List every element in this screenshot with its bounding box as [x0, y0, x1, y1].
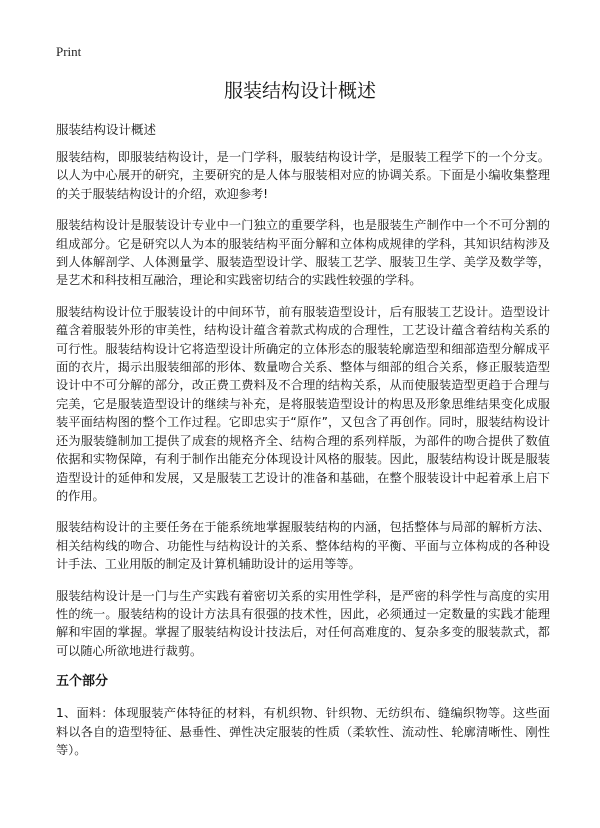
paragraph-fabric: 1、面料：体现服装产体特征的材料，有机织物、针织物、无纺织布、缝编织物等。这些面料以各自的造型特征、悬垂性、弹性决定服装的性质（柔软性、流动性、轮廓清晰性、刚性等）。 — [56, 706, 550, 757]
paragraph-practice: 服装结构设计是一门与生产实践有着密切关系的实用性学科，是严密的科学性与高度的实用性的统一。服装结构的设计方法具有很强的技术性，因此，必须通过一定数量的实践才能理解和牢固的掌握。掌握了服装结构设计技法后，对任何高难度的、复杂多变的服装款式，都可以随心所欲地进行裁剪。 — [56, 588, 550, 658]
paragraph-discipline: 服装结构设计是服装设计专业中一门独立的重要学科，也是服装生产制作中一个不可分割的组成部分。它是研究以人为本的服装结构平面分解和立体构成规律的学科，其知识结构涉及到人体解剖学、人体测量学、服装造型设计学、服装工艺学、服装卫生学、美学及数学等，是艺术和科技相互融洽，理论和实践密切结合的实践性较强的学科。 — [56, 218, 550, 288]
paragraph-intro: 服装结构，即服装结构设计，是一门学科，服装结构设计学，是服装工程学下的一个分支。以人为中心展开的研究，主要研究的是人体与服装相对应的协调关系。下面是小编收集整理的关于服装结构设计的介绍，欢迎参考! — [56, 150, 550, 201]
article-subtitle: 服装结构设计概述 — [56, 122, 157, 137]
section-heading: 五个部分 — [56, 674, 109, 690]
article-body — [56, 148, 550, 772]
paragraph-role: 服装结构设计位于服装设计的中间环节，前有服装造型设计，后有服装工艺设计。造型设计蕴含着服装外形的审美性，结构设计蕴含着款式构成的合理性，工艺设计蕴含着结构关系的可行性。服装结构设计它将造型设计所确定的立体形态的服装轮廓造型和细部造型分解成平面的衣片，揭示出服装细部的形体、数量吻合关系、整体与细部的组合关系，修正服装造型设计中不可分解的部分，改正费工费料及不合理的结构关系，从而使服装造型更趋于合理与完美，它是服装造型设计的继续与补充，是将服装造型设计的构思及形象思维结果变化成服装平面结构图的整个工作过程。它即忠实于“原作”，又包含了再创作。同时，服装结构设计还为服装缝制加工提供了成套的规格齐全、结构合理的系列样版，为部件的吻合提供了数值依据和实物保障，有利于制作出能充分体现设计风格的服装。因此，服装结构设计既是服装造型设计的延伸和发展，又是服装工艺设计的准备和基础，在整个服装设计中起着承上启下的作用。 — [56, 304, 550, 503]
page-title: 服装结构设计概述 — [223, 80, 376, 102]
paragraph-tasks: 服装结构设计的主要任务在于能系统地掌握服装结构的内涵，包括整体与局部的解析方法、相关结构线的吻合、功能性与结构设计的关系、整体结构的平衡、平面与立体构成的各种设计手法、工业用版的制定及计算机辅助设计的运用等等。 — [56, 520, 550, 572]
print-link[interactable]: Print — [56, 44, 82, 59]
